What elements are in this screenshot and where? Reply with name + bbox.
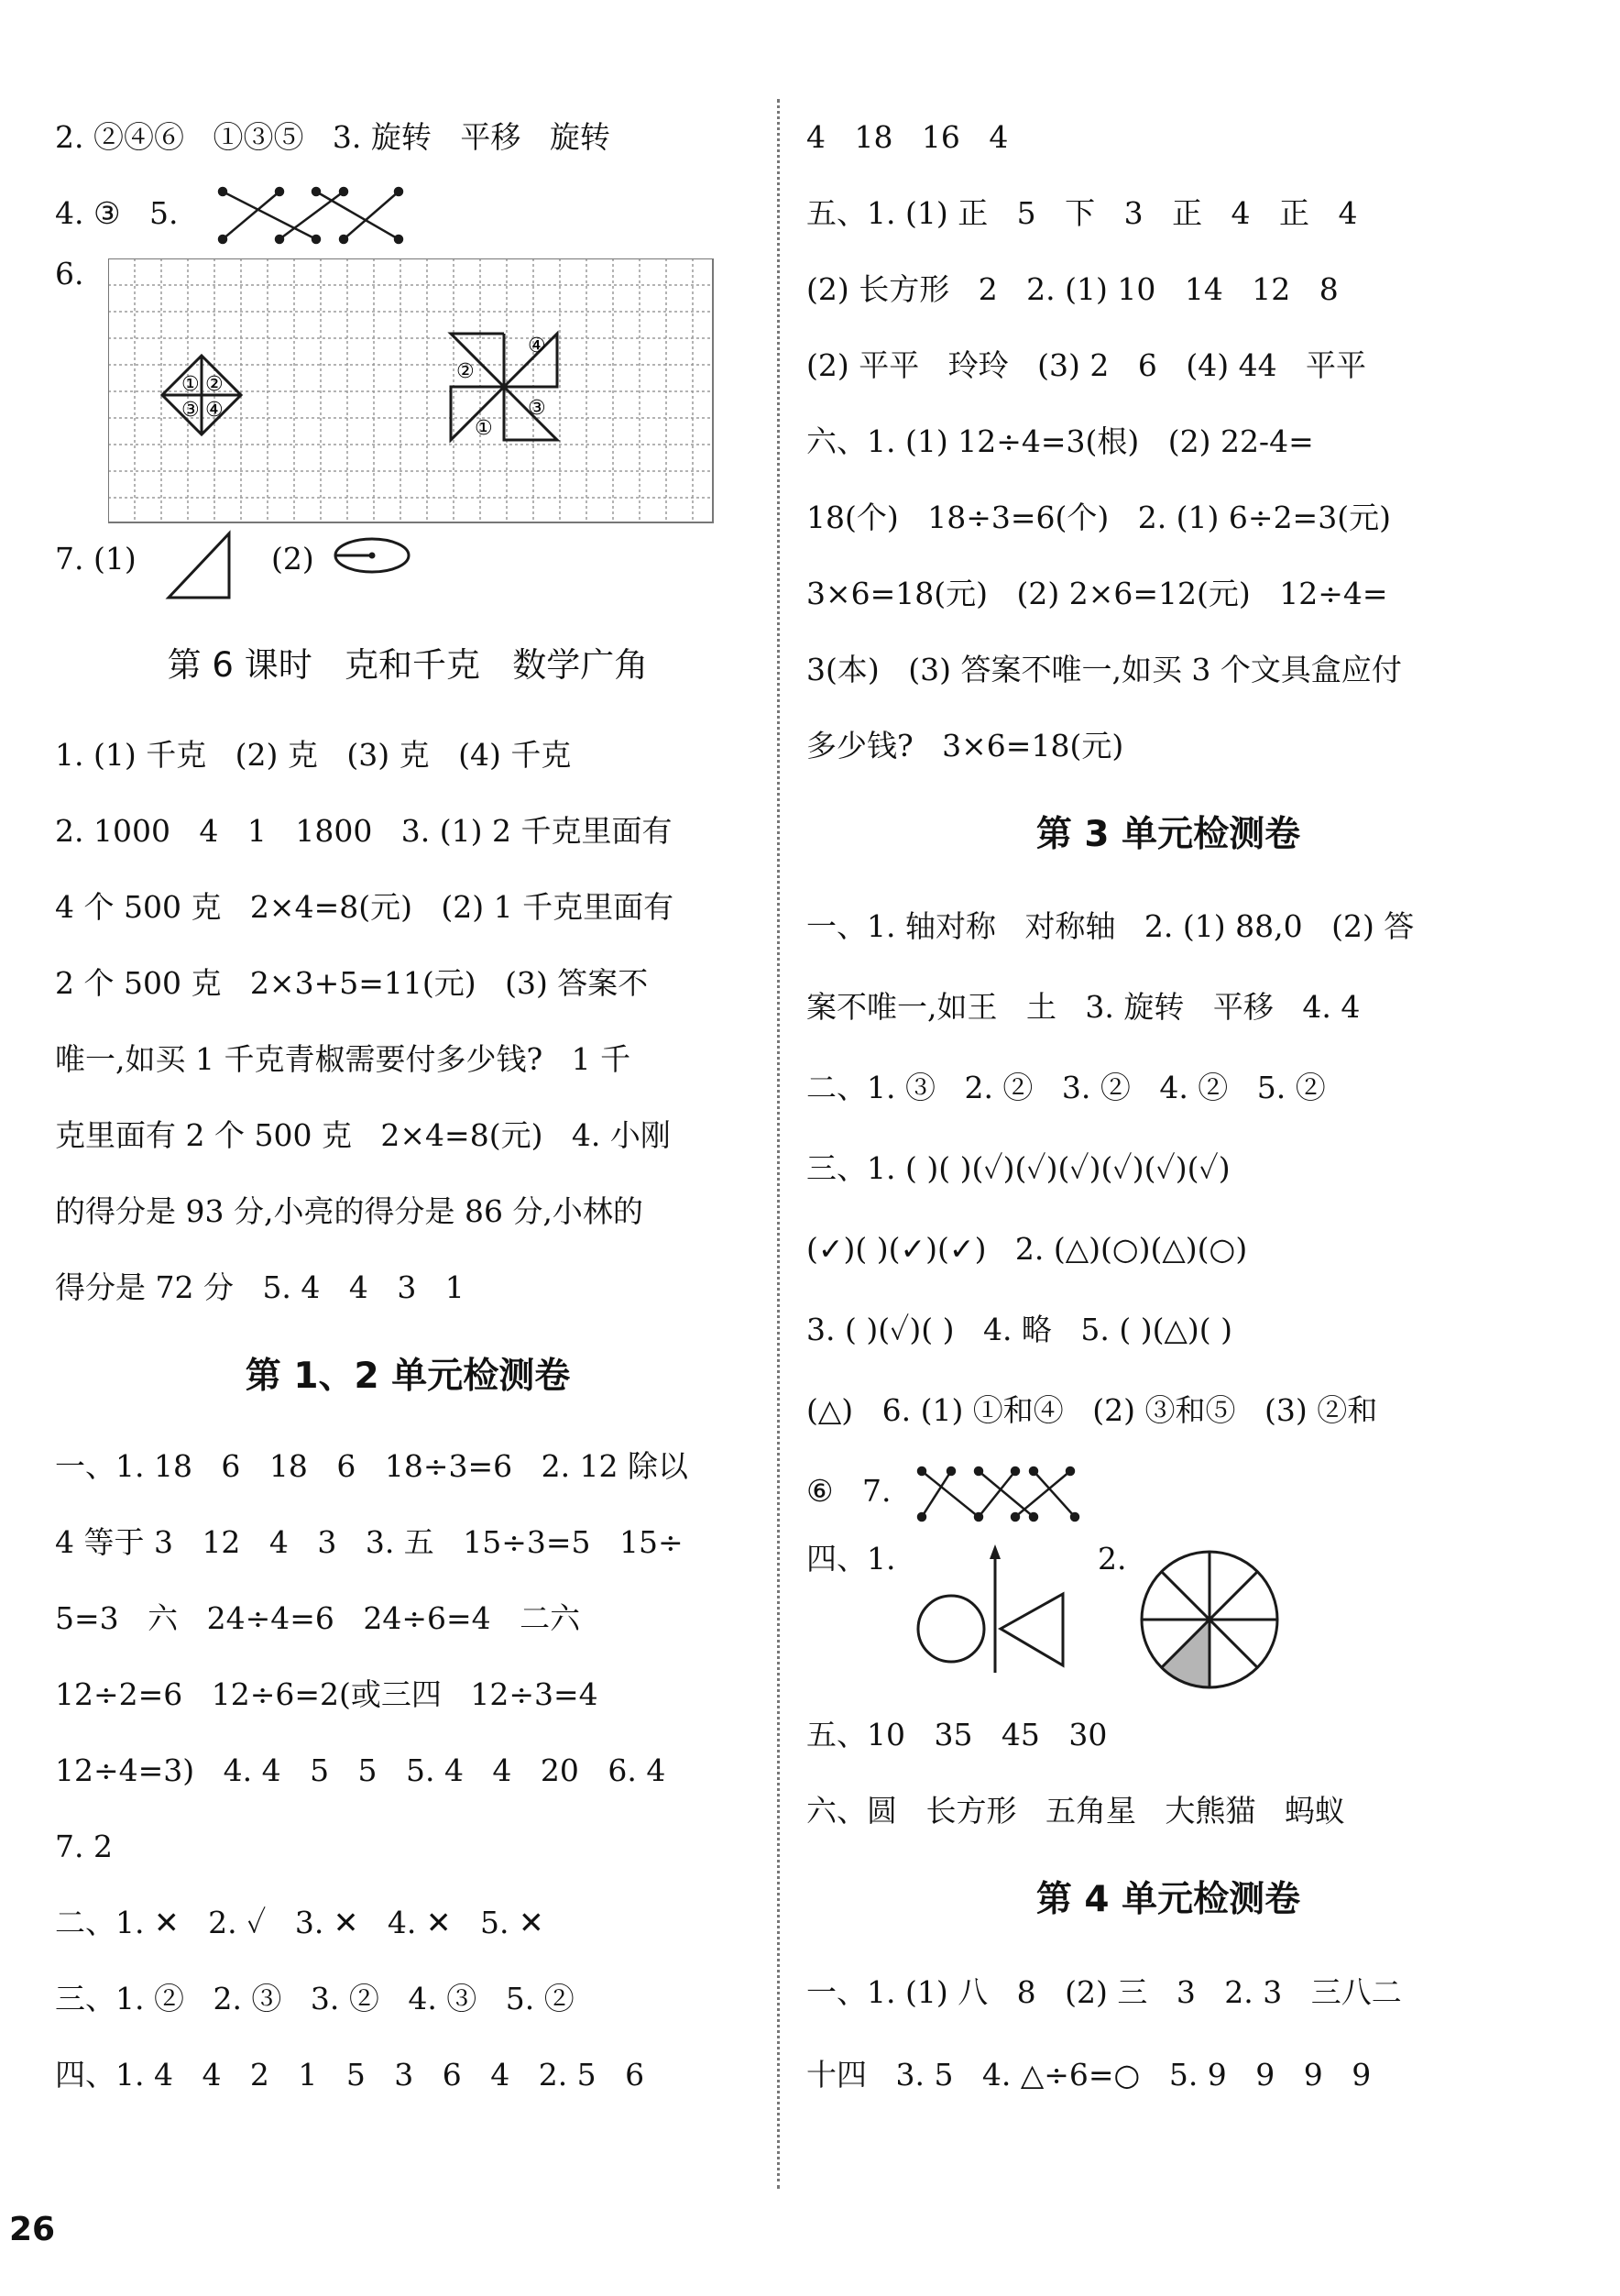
section-heading: 第 4 单元检测卷: [1035, 1879, 1301, 1920]
left-column: [55, 99, 761, 2113]
answer-line: 7. 2: [55, 1829, 113, 1864]
answer-text: 四、1.: [806, 1541, 896, 1576]
answer-line: 克里面有 2 个 500 克 2×4=8(元) 4. 小刚: [55, 1117, 671, 1153]
circled-three: ③: [181, 399, 200, 422]
answer-line: (2) 平平 玲玲 (3) 2 6 (4) 44 平平: [806, 347, 1367, 383]
answer-line: 六、1. (1) 12÷4=3(根) (2) 22-4=: [806, 423, 1314, 459]
section-heading: 第 1、2 单元检测卷: [245, 1356, 571, 1397]
answer-line: 二、1. ✕ 2. ✓ 3. ✕ 4. ✕ 5. ✕: [55, 1905, 544, 1940]
circled-one: ①: [475, 417, 493, 440]
column-divider: [777, 99, 780, 2189]
pinwheel-shape: [451, 334, 557, 440]
matching-lines-figure: [215, 182, 417, 247]
grid-figure: [108, 258, 717, 524]
answer-line: 3(本) (3) 答案不唯一,如买 3 个文具盒应付: [806, 652, 1402, 687]
circled-one: ①: [181, 373, 200, 396]
answer-line: 二、1. ③ 2. ② 3. ② 4. ② 5. ②: [806, 1070, 1326, 1105]
diamond-shape: [162, 356, 241, 434]
matching-lines-figure: [914, 1464, 1098, 1524]
answer-line: 六、圆 长方形 五角星 大熊猫 蚂蚁: [806, 1793, 1345, 1829]
answer-line: 一、1. 18 6 18 6 18÷3=6 2. 12 除以: [55, 1448, 689, 1484]
answer-line: (△) 6. (1) ①和④ (2) ③和⑤ (3) ②和: [806, 1392, 1378, 1428]
answer-line: 4 个 500 克 2×4=8(元) (2) 1 千克里面有: [55, 889, 674, 925]
answer-text: 7. (1): [55, 541, 137, 577]
answer-line: 2. 1000 4 1 1800 3. (1) 2 千克里面有: [55, 813, 673, 849]
answer-text: (2): [271, 541, 314, 577]
symmetry-figure: [914, 1535, 1089, 1673]
answer-line: 一、1. 轴对称 对称轴 2. (1) 88,0 (2) 答: [806, 908, 1415, 944]
answer-line: 五、1. (1) 正 5 下 3 正 4 正 4: [806, 195, 1358, 231]
circled-two: ②: [456, 360, 475, 383]
answer-line: 唯一,如买 1 千克青椒需要付多少钱? 1 千: [55, 1041, 631, 1077]
answer-line: 3. ( )(✓)( ) 4. 略 5. ( )(△)( ): [806, 1312, 1232, 1347]
answer-line: 三、1. ( )( )(✓)(✓)(✓)(✓)(✓)(✓): [806, 1150, 1231, 1186]
answer-line: 的得分是 93 分,小亮的得分是 86 分,小林的: [55, 1193, 643, 1229]
answer-line-matching: [55, 175, 761, 251]
answer-text: 6.: [55, 256, 84, 291]
answer-line: 1. (1) 千克 (2) 克 (3) 克 (4) 千克: [55, 737, 572, 773]
answer-line: 2 个 500 克 2×3+5=11(元) (3) 答案不: [55, 965, 649, 1001]
right-column: [806, 99, 1530, 2116]
circled-four: ④: [528, 335, 546, 357]
section-heading: 第 6 课时 克和千克 数学广角: [167, 645, 649, 685]
answer-line: 案不唯一,如王 土 3. 旋转 平移 4. 4: [806, 989, 1361, 1025]
answer-line: 12÷4=3) 4. 4 5 5 5. 4 4 20 6. 4: [55, 1752, 666, 1788]
section-heading: 第 3 单元检测卷: [1035, 814, 1301, 855]
answer-line: 3×6=18(元) (2) 2×6=12(元) 12÷4=: [806, 576, 1388, 611]
answer-line: 一、1. (1) 八 8 (2) 三 3 2. 3 三八二: [806, 1974, 1402, 2010]
answer-line: (✓)( )(✓)(✓) 2. (△)(○)(△)(○): [806, 1231, 1248, 1267]
answer-line: 4 18 16 4: [806, 119, 1009, 155]
answer-line: 4 等于 3 12 4 3 3. 五 15÷3=5 15÷: [55, 1524, 684, 1560]
answer-line: 2. ②④⑥ ①③⑤ 3. 旋转 平移 旋转: [55, 119, 610, 155]
answer-line: (2) 长方形 2 2. (1) 10 14 12 8: [806, 271, 1339, 307]
answer-line-grid: [55, 251, 761, 526]
answer-line-shapes: [55, 526, 761, 614]
answer-line-figures: [806, 1532, 1530, 1697]
answer-line: 四、1. 4 4 2 1 5 3 6 4 2. 5 6: [55, 2057, 645, 2093]
answer-line: 十四 3. 5 4. △÷6=○ 5. 9 9 9 9: [806, 2057, 1372, 2093]
divided-circle-figure: [1138, 1548, 1285, 1695]
answer-text: 4. ③ 5.: [55, 195, 179, 231]
answer-line: 5=3 六 24÷4=6 24÷6=4 二六: [55, 1600, 581, 1636]
page-number: 26: [9, 2211, 56, 2248]
answer-line-matching: [806, 1451, 1530, 1532]
answer-line: 五、10 35 45 30: [806, 1717, 1108, 1752]
answer-text: 2.: [1098, 1541, 1127, 1576]
triangle-figure: [163, 530, 236, 603]
answer-line: 三、1. ② 2. ③ 3. ② 4. ③ 5. ②: [55, 1981, 575, 2016]
circle-with-radius-figure: [332, 533, 414, 576]
answer-text: ⑥ 7.: [806, 1473, 892, 1509]
answer-line: 18(个) 18÷3=6(个) 2. (1) 6÷2=3(元): [806, 500, 1391, 535]
answer-line: 得分是 72 分 5. 4 4 3 1: [55, 1269, 465, 1305]
answer-line: 多少钱? 3×6=18(元): [806, 728, 1124, 764]
circled-two: ②: [205, 373, 224, 396]
answer-line: 12÷2=6 12÷6=2(或三四 12÷3=4: [55, 1676, 598, 1712]
circled-three: ③: [528, 397, 546, 420]
circled-four: ④: [205, 399, 224, 422]
